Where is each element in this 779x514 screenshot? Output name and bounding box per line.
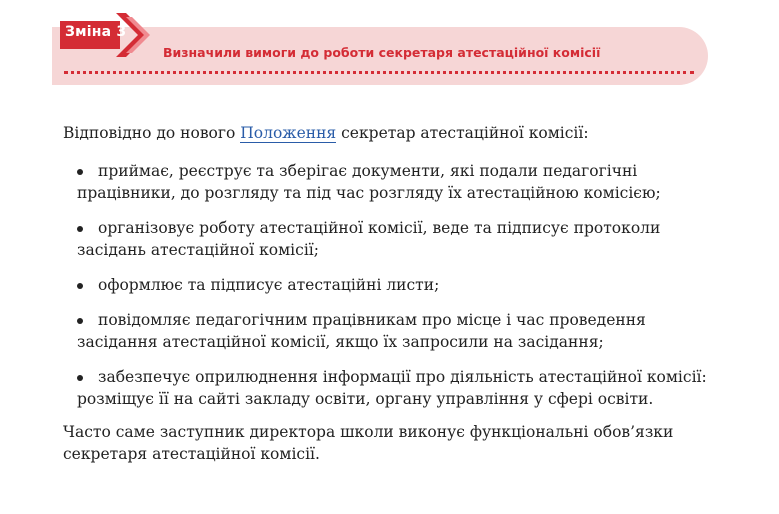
list-item [63, 366, 723, 410]
regulation-link[interactable]: Положення [240, 124, 337, 142]
list-item-text: оформлює та підписує атестаційні листи; [98, 276, 440, 294]
change-tag [60, 13, 155, 57]
list-item [63, 217, 723, 261]
outro-paragraph: Часто саме заступник директора школи виконує функціональні обов’язки секретаря атестаційної комісії. [63, 423, 674, 463]
list-item [63, 274, 723, 296]
list-item [63, 160, 723, 204]
list-item-text: організовує роботу атестаційної комісії, веде та підписує протоколи засідань атестаційної комісії; [77, 219, 661, 259]
list-item-text: забезпечує оприлюднення інформації про діяльність атестаційної комісії: розміщує її на сайті закладу освіти, органу управління у сфері освіти. [77, 368, 707, 408]
intro-text-before: Відповідно до нового [63, 124, 241, 142]
list-item [63, 309, 723, 353]
banner-title: Визначили вимоги до роботи секретаря атестаційної комісії [163, 45, 601, 60]
change-tag-label: Зміна 3 [65, 24, 127, 40]
intro-text-after: секретар атестаційної комісії: [336, 124, 589, 142]
banner-dotted-divider [64, 71, 694, 74]
list-item-text: повідомляє педагогічним працівникам про місце і час проведення засідання атестаційної комісії, якщо їх запросили на засідання; [77, 311, 646, 351]
duties-list [63, 160, 723, 423]
list-item-text: приймає, реєструє та зберігає документи, які подали педагогічні працівники, до розгляду та під час розгляду їх атестаційною комісією; [77, 162, 661, 202]
intro-paragraph [63, 122, 589, 144]
